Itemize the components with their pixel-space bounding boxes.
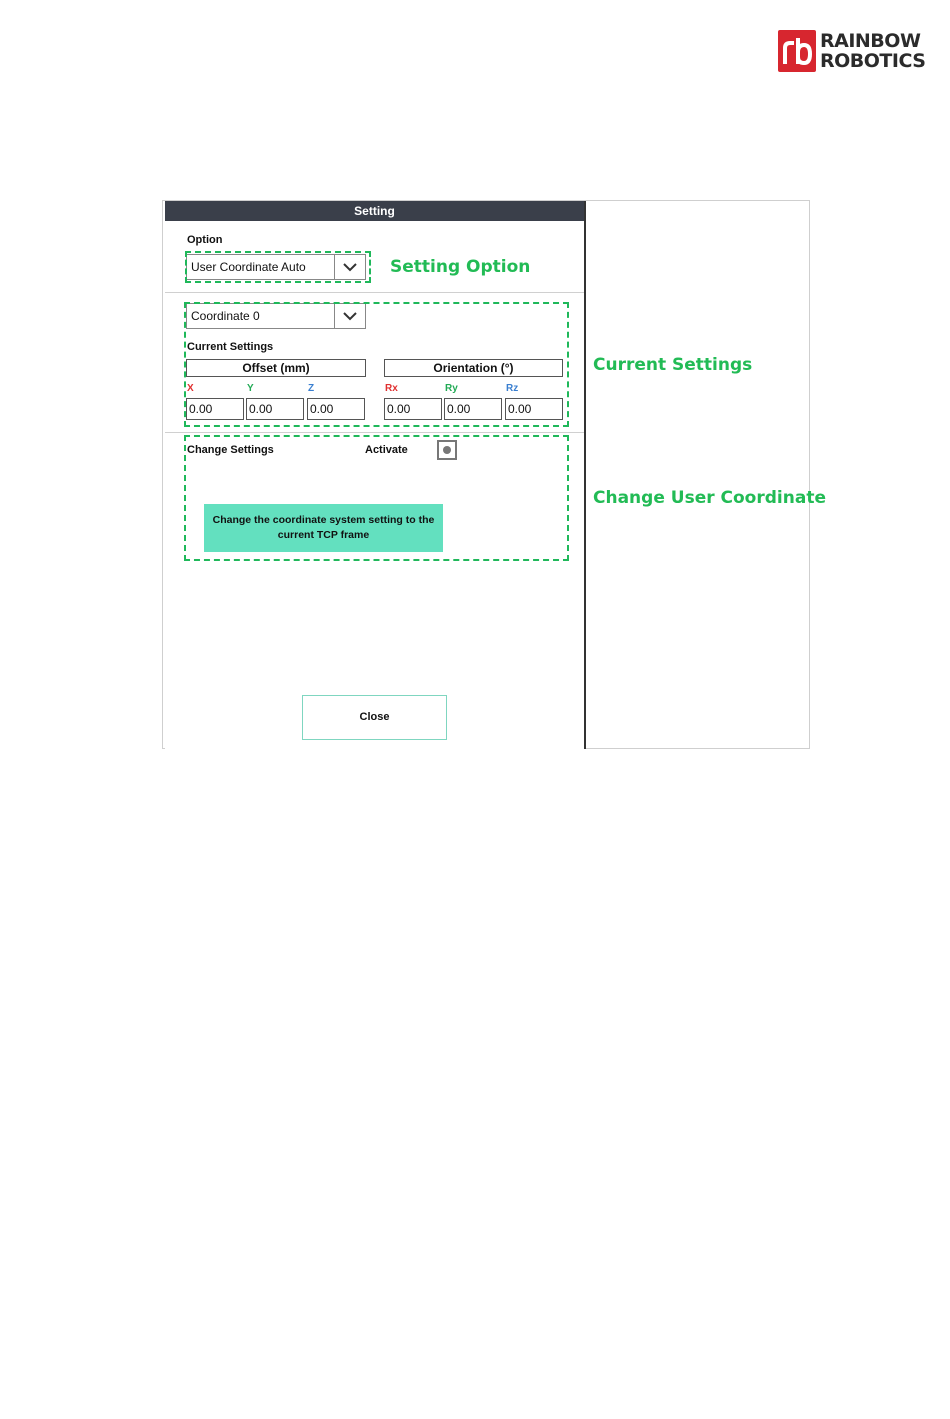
close-button[interactable]: Close [302,695,447,740]
y-value-field[interactable]: 0.00 [246,398,304,420]
section-divider [165,432,584,433]
current-settings-highlight [184,302,569,427]
rb-logo-icon [778,30,816,72]
rx-value-field[interactable]: 0.00 [384,398,442,420]
change-settings-highlight [184,435,569,561]
rz-value-field[interactable]: 0.00 [505,398,563,420]
option-value: User Coordinate Auto [191,260,306,274]
tcp-button-label: Change the coordinate system setting to the current TCP frame [212,514,435,541]
annotation-current-settings: Current Settings [593,355,753,375]
option-label: Option [187,234,223,246]
rainbow-robotics-logo [778,30,925,72]
panel-divider [584,201,586,749]
annotation-change-user-coordinate: Change User Coordinate [593,488,826,508]
axis-label-y: Y [247,383,254,394]
axis-label-ry: Ry [445,383,458,394]
ry-value-field[interactable]: 0.00 [444,398,502,420]
activate-label: Activate [365,444,408,456]
current-settings-label: Current Settings [187,341,274,353]
orientation-header: Orientation (°) [384,359,563,377]
dialog-title: Setting [165,201,584,221]
section-divider [165,292,584,293]
axis-label-rz: Rz [506,383,519,394]
axis-label-rx: Rx [385,383,398,394]
x-value-field[interactable]: 0.00 [186,398,244,420]
axis-label-z: Z [308,383,315,394]
setting-option-highlight [185,251,371,283]
axis-label-x: X [187,383,194,394]
annotation-setting-option: Setting Option [390,257,531,277]
offset-header: Offset (mm) [186,359,366,377]
logo-line-2: ROBOTICS [820,50,926,72]
coordinate-value: Coordinate 0 [191,309,260,323]
logo-line-1: RAINBOW [820,30,921,52]
change-settings-label: Change Settings [187,444,274,456]
z-value-field[interactable]: 0.00 [307,398,365,420]
